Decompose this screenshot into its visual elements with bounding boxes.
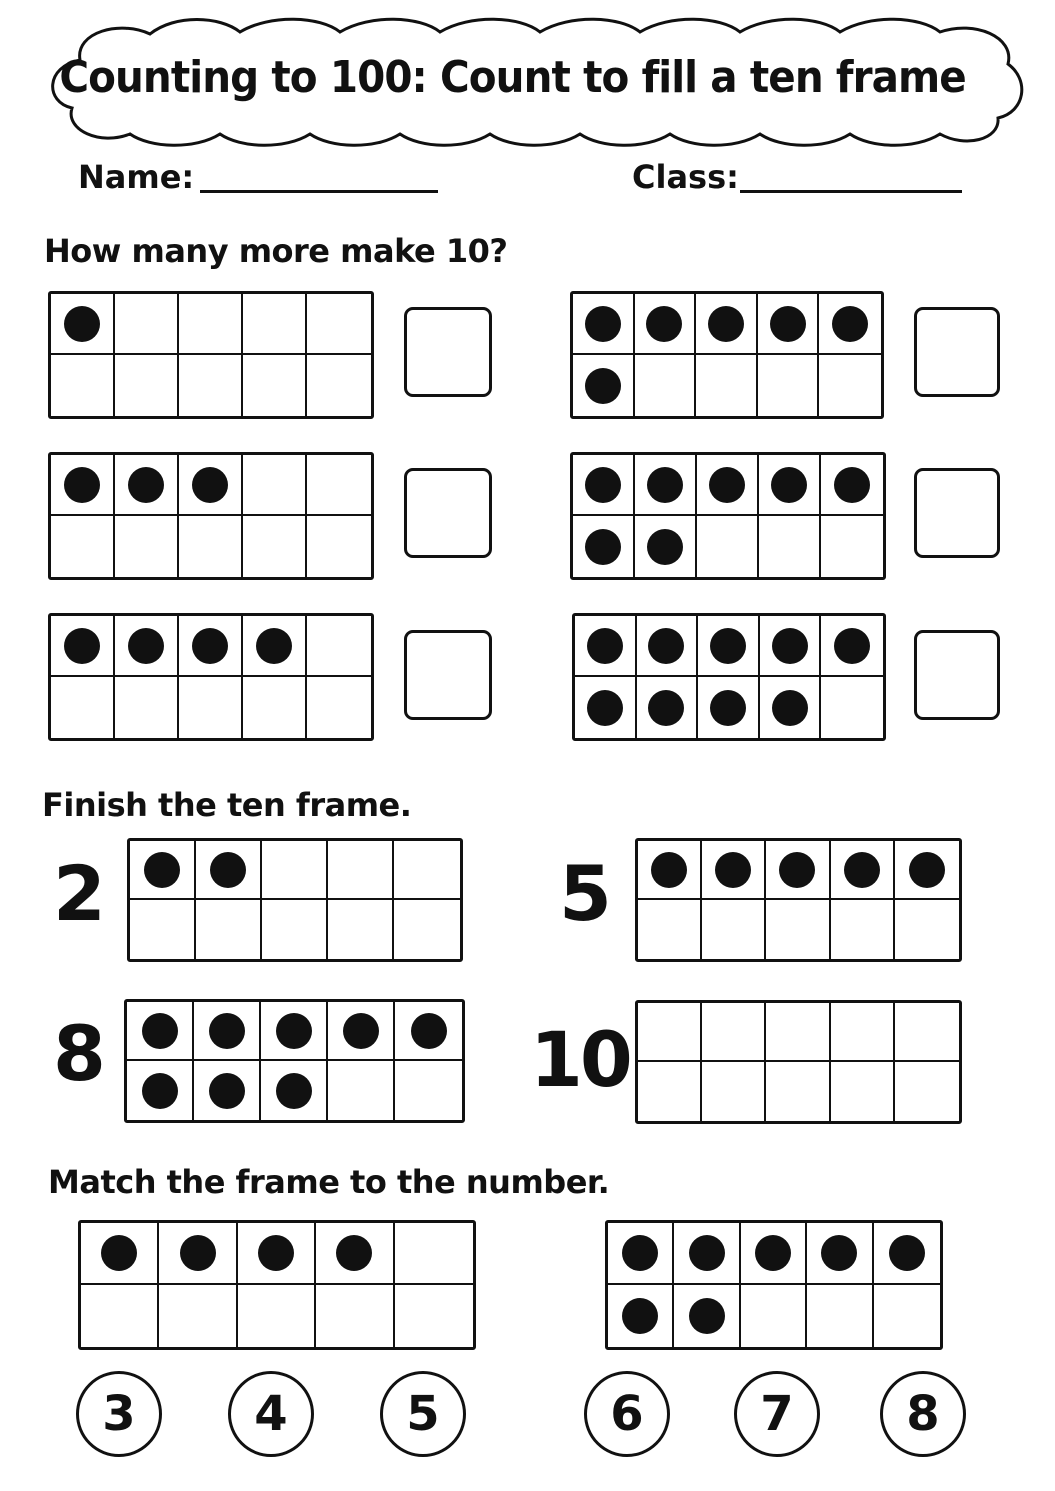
frame-cell[interactable] xyxy=(51,677,115,738)
frame-cell[interactable] xyxy=(51,455,115,516)
frame-cell[interactable] xyxy=(130,841,196,900)
frame-cell[interactable] xyxy=(196,841,262,900)
frame-cell[interactable] xyxy=(766,1062,830,1121)
frame-cell[interactable] xyxy=(831,1003,895,1062)
target-number: 8 xyxy=(53,1009,103,1098)
match-frame xyxy=(78,1220,476,1350)
counter-dot xyxy=(142,1073,178,1109)
name-field[interactable] xyxy=(200,190,438,193)
frame-cell[interactable] xyxy=(573,355,635,416)
frame-cell[interactable] xyxy=(395,1002,462,1061)
frame-cell[interactable] xyxy=(243,455,307,516)
make-ten-frame xyxy=(48,452,374,580)
frame-cell[interactable] xyxy=(637,616,699,677)
frame-cell[interactable] xyxy=(697,455,759,516)
counter-dot xyxy=(622,1235,658,1271)
answer-box[interactable] xyxy=(914,630,1000,720)
frame-cell[interactable] xyxy=(895,1062,959,1121)
frame-cell[interactable] xyxy=(766,900,830,959)
frame-cell[interactable] xyxy=(238,1285,316,1347)
frame-cell[interactable] xyxy=(130,900,196,959)
frame-cell[interactable] xyxy=(741,1223,807,1285)
counter-dot xyxy=(585,467,621,503)
frame-cell[interactable] xyxy=(179,616,243,677)
frame-cell[interactable] xyxy=(741,1285,807,1347)
counter-dot xyxy=(64,628,100,664)
counter-dot xyxy=(128,467,164,503)
counter-dot xyxy=(142,1013,178,1049)
frame-cell[interactable] xyxy=(243,677,307,738)
frame-cell[interactable] xyxy=(316,1223,394,1285)
counter-dot xyxy=(648,690,684,726)
counter-dot xyxy=(771,467,807,503)
finish-frame xyxy=(124,999,465,1123)
frame-cell[interactable] xyxy=(328,841,394,900)
frame-cell[interactable] xyxy=(895,1003,959,1062)
counter-dot xyxy=(256,628,292,664)
counter-dot xyxy=(770,306,806,342)
frame-cell[interactable] xyxy=(262,841,328,900)
frame-cell[interactable] xyxy=(179,677,243,738)
counter-dot xyxy=(336,1235,372,1271)
frame-cell[interactable] xyxy=(821,616,883,677)
counter-dot xyxy=(64,306,100,342)
frame-cell[interactable] xyxy=(895,841,959,900)
counter-dot xyxy=(192,467,228,503)
answer-box[interactable] xyxy=(914,468,1000,558)
answer-box[interactable] xyxy=(404,630,492,720)
frame-cell[interactable] xyxy=(573,516,635,577)
frame-cell[interactable] xyxy=(115,294,179,355)
frame-cell[interactable] xyxy=(307,677,371,738)
frame-cell[interactable] xyxy=(262,900,328,959)
target-number: 2 xyxy=(53,849,103,938)
counter-dot xyxy=(909,852,945,888)
number-choice[interactable]: 4 xyxy=(228,1371,314,1457)
make-ten-frame xyxy=(572,613,886,741)
frame-cell[interactable] xyxy=(261,1061,328,1120)
frame-cell[interactable] xyxy=(179,455,243,516)
frame-cell[interactable] xyxy=(638,841,702,900)
frame-cell[interactable] xyxy=(307,616,371,677)
counter-dot xyxy=(772,628,808,664)
frame-cell[interactable] xyxy=(51,355,115,416)
frame-cell[interactable] xyxy=(194,1002,261,1061)
frame-cell[interactable] xyxy=(759,516,821,577)
frame-cell[interactable] xyxy=(874,1285,940,1347)
frame-cell[interactable] xyxy=(243,355,307,416)
frame-cell[interactable] xyxy=(874,1223,940,1285)
counter-dot xyxy=(708,306,744,342)
counter-dot xyxy=(587,690,623,726)
frame-cell[interactable] xyxy=(115,455,179,516)
frame-cell[interactable] xyxy=(635,294,697,355)
frame-cell[interactable] xyxy=(702,900,766,959)
frame-cell[interactable] xyxy=(51,616,115,677)
frame-cell[interactable] xyxy=(196,900,262,959)
frame-cell[interactable] xyxy=(307,516,371,577)
frame-cell[interactable] xyxy=(307,294,371,355)
frame-cell[interactable] xyxy=(328,1002,395,1061)
frame-cell[interactable] xyxy=(395,1061,462,1120)
frame-cell[interactable] xyxy=(758,355,820,416)
frame-cell[interactable] xyxy=(115,516,179,577)
frame-cell[interactable] xyxy=(635,516,697,577)
frame-cell[interactable] xyxy=(696,294,758,355)
class-label: Class: xyxy=(632,158,739,196)
counter-dot xyxy=(844,852,880,888)
frame-cell[interactable] xyxy=(702,841,766,900)
frame-cell[interactable] xyxy=(831,841,895,900)
frame-cell[interactable] xyxy=(243,616,307,677)
frame-cell[interactable] xyxy=(638,1003,702,1062)
frame-cell[interactable] xyxy=(575,616,637,677)
finish-frame xyxy=(127,838,463,962)
frame-cell[interactable] xyxy=(573,294,635,355)
answer-box[interactable] xyxy=(404,468,492,558)
counter-dot xyxy=(648,628,684,664)
counter-dot xyxy=(209,1073,245,1109)
counter-dot xyxy=(258,1235,294,1271)
answer-box[interactable] xyxy=(404,307,492,397)
frame-cell[interactable] xyxy=(179,355,243,416)
frame-cell[interactable] xyxy=(179,516,243,577)
frame-cell[interactable] xyxy=(159,1285,237,1347)
frame-cell[interactable] xyxy=(807,1285,873,1347)
counter-dot xyxy=(755,1235,791,1271)
frame-cell[interactable] xyxy=(51,294,115,355)
counter-dot xyxy=(834,467,870,503)
counter-dot xyxy=(772,690,808,726)
finish-frame xyxy=(635,1000,962,1124)
counter-dot xyxy=(622,1298,658,1334)
frame-cell[interactable] xyxy=(760,677,822,738)
frame-cell[interactable] xyxy=(127,1061,194,1120)
frame-cell[interactable] xyxy=(766,841,830,900)
frame-cell[interactable] xyxy=(831,900,895,959)
counter-dot xyxy=(585,306,621,342)
frame-cell[interactable] xyxy=(81,1223,159,1285)
frame-cell[interactable] xyxy=(608,1285,674,1347)
frame-cell[interactable] xyxy=(758,294,820,355)
frame-cell[interactable] xyxy=(307,455,371,516)
frame-cell[interactable] xyxy=(819,355,881,416)
frame-cell[interactable] xyxy=(394,900,460,959)
frame-cell[interactable] xyxy=(696,355,758,416)
frame-cell[interactable] xyxy=(328,1061,395,1120)
frame-cell[interactable] xyxy=(575,677,637,738)
frame-cell[interactable] xyxy=(394,841,460,900)
frame-cell[interactable] xyxy=(635,355,697,416)
class-field[interactable] xyxy=(740,190,962,193)
frame-cell[interactable] xyxy=(702,1003,766,1062)
make-ten-frame xyxy=(48,291,374,419)
counter-dot xyxy=(144,852,180,888)
frame-cell[interactable] xyxy=(760,616,822,677)
number-choice[interactable]: 8 xyxy=(880,1371,966,1457)
counter-dot xyxy=(821,1235,857,1271)
frame-cell[interactable] xyxy=(766,1003,830,1062)
frame-cell[interactable] xyxy=(238,1223,316,1285)
counter-dot xyxy=(710,628,746,664)
frame-cell[interactable] xyxy=(243,516,307,577)
number-choice[interactable]: 3 xyxy=(76,1371,162,1457)
counter-dot xyxy=(343,1013,379,1049)
counter-dot xyxy=(889,1235,925,1271)
frame-cell[interactable] xyxy=(698,616,760,677)
frame-cell[interactable] xyxy=(638,900,702,959)
make-ten-frame xyxy=(570,291,884,419)
frame-cell[interactable] xyxy=(821,455,883,516)
frame-cell[interactable] xyxy=(819,294,881,355)
counter-dot xyxy=(832,306,868,342)
frame-cell[interactable] xyxy=(702,1062,766,1121)
counter-dot xyxy=(585,368,621,404)
counter-dot xyxy=(646,306,682,342)
frame-cell[interactable] xyxy=(115,355,179,416)
counter-dot xyxy=(411,1013,447,1049)
frame-cell[interactable] xyxy=(635,455,697,516)
frame-cell[interactable] xyxy=(115,616,179,677)
frame-cell[interactable] xyxy=(608,1223,674,1285)
frame-cell[interactable] xyxy=(674,1285,740,1347)
frame-cell[interactable] xyxy=(179,294,243,355)
frame-cell[interactable] xyxy=(807,1223,873,1285)
counter-dot xyxy=(709,467,745,503)
frame-cell[interactable] xyxy=(637,677,699,738)
frame-cell[interactable] xyxy=(307,355,371,416)
frame-cell[interactable] xyxy=(831,1062,895,1121)
frame-cell[interactable] xyxy=(821,677,883,738)
number-choice[interactable]: 6 xyxy=(584,1371,670,1457)
number-choice[interactable]: 5 xyxy=(380,1371,466,1457)
answer-box[interactable] xyxy=(914,307,1000,397)
counter-dot xyxy=(209,1013,245,1049)
counter-dot xyxy=(689,1298,725,1334)
frame-cell[interactable] xyxy=(674,1223,740,1285)
frame-cell[interactable] xyxy=(243,294,307,355)
counter-dot xyxy=(180,1235,216,1271)
counter-dot xyxy=(779,852,815,888)
frame-cell[interactable] xyxy=(638,1062,702,1121)
frame-cell[interactable] xyxy=(395,1223,473,1285)
counter-dot xyxy=(276,1073,312,1109)
frame-cell[interactable] xyxy=(573,455,635,516)
counter-dot xyxy=(101,1235,137,1271)
counter-dot xyxy=(710,690,746,726)
frame-cell[interactable] xyxy=(395,1285,473,1347)
frame-cell[interactable] xyxy=(895,900,959,959)
frame-cell[interactable] xyxy=(697,516,759,577)
frame-cell[interactable] xyxy=(51,516,115,577)
finish-frame xyxy=(635,838,962,962)
frame-cell[interactable] xyxy=(328,900,394,959)
frame-cell[interactable] xyxy=(194,1061,261,1120)
number-choice[interactable]: 7 xyxy=(734,1371,820,1457)
counter-dot xyxy=(64,467,100,503)
make-ten-frame xyxy=(570,452,886,580)
frame-cell[interactable] xyxy=(698,677,760,738)
counter-dot xyxy=(210,852,246,888)
counter-dot xyxy=(276,1013,312,1049)
counter-dot xyxy=(128,628,164,664)
match-frame xyxy=(605,1220,943,1350)
worksheet-title: Counting to 100: Count to fill a ten frame xyxy=(59,51,966,103)
frame-cell[interactable] xyxy=(316,1285,394,1347)
frame-cell[interactable] xyxy=(159,1223,237,1285)
counter-dot xyxy=(651,852,687,888)
counter-dot xyxy=(647,467,683,503)
counter-dot xyxy=(585,529,621,565)
target-number: 10 xyxy=(530,1015,630,1104)
frame-cell[interactable] xyxy=(759,455,821,516)
counter-dot xyxy=(192,628,228,664)
section-heading-finish: Finish the ten frame. xyxy=(42,786,412,824)
frame-cell[interactable] xyxy=(127,1002,194,1061)
frame-cell[interactable] xyxy=(261,1002,328,1061)
target-number: 5 xyxy=(559,849,609,938)
counter-dot xyxy=(587,628,623,664)
name-label: Name: xyxy=(78,158,195,196)
section-heading-make-ten: How many more make 10? xyxy=(44,232,508,270)
frame-cell[interactable] xyxy=(115,677,179,738)
counter-dot xyxy=(647,529,683,565)
frame-cell[interactable] xyxy=(821,516,883,577)
make-ten-frame xyxy=(48,613,374,741)
counter-dot xyxy=(834,628,870,664)
counter-dot xyxy=(715,852,751,888)
counter-dot xyxy=(689,1235,725,1271)
section-heading-match: Match the frame to the number. xyxy=(48,1163,610,1201)
frame-cell[interactable] xyxy=(81,1285,159,1347)
